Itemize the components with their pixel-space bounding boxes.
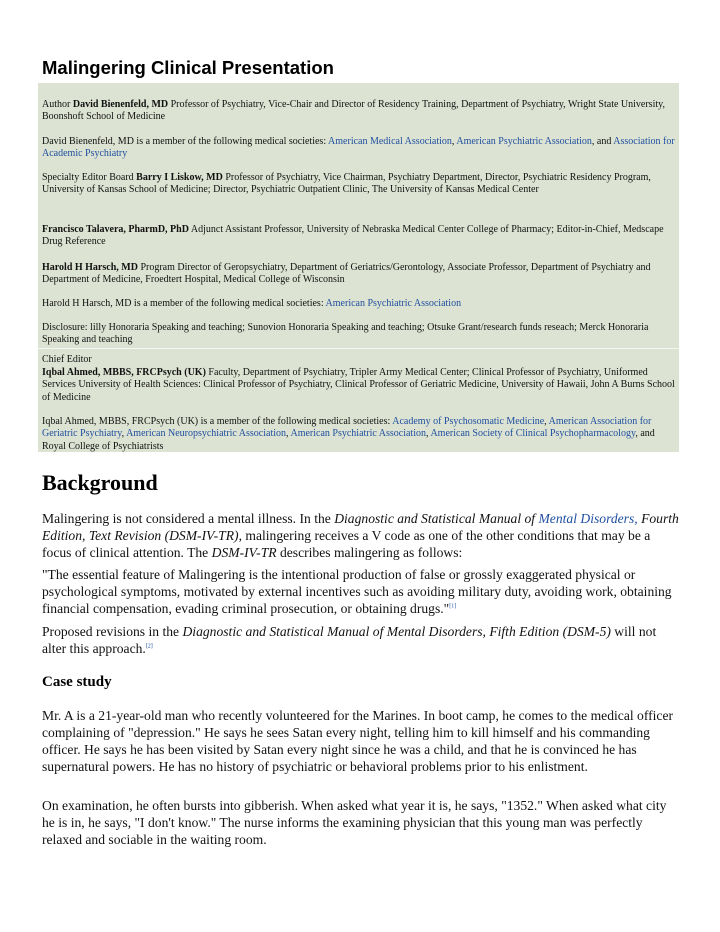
specialty-editor-block [42,172,678,197]
case-study-paragraph-1: Mr. A is a 21-year-old man who recently volunteered for the Marines. In boot camp, he comes to the medical officer complaining of "depression." He says he sees Satan every night, telling him to kill himself and his commanding officer. He says he has been visited by Satan every night since he was a child, and that he is convinced he has supernatural powers. He has no history of psychiatric or behavioral problems prior to his enlistment. [42,708,674,775]
author-memberships: David Bienenfeld, MD is a member of the following medical societies: American Medical Association, American Psychiatric Association, and Association for Academic Psychiatry [42,136,675,160]
society-link-ama[interactable]: American Medical Association [328,136,452,147]
case-study-paragraph-2: On examination, he often bursts into gibberish. When asked what year it is, he says, "1352." When asked what city he is in, he says, "I don't know." The nurse informs the examining physician that this young man was perfectly relaxed and sociable in the waiting room. [42,798,667,848]
chief-editor-name: Iqbal Ahmed, MBBS, FRCPsych (UK) [42,367,206,378]
specialty-editor-name: Barry I Liskow, MD [136,172,223,183]
society-link-apa-ahmed[interactable]: American Psychiatric Association [290,428,426,440]
editor-talavera-description: Adjunct Assistant Professor, University of Nebraska Medical Center College of Pharmacy; Editor-in-Chief, Medscape Drug Reference [42,224,664,248]
specialty-editor-description: Professor of Psychiatry, Vice Chairman, Psychiatry Department, Director, Psychiatric Residency Program, University of Kansas School of Medicine; Director, Psychiatric Outpatient Clinic, The University of Kansas Medical Center [42,172,651,196]
chief-editor-block [42,367,678,404]
editor-harsch-name: Harold H Harsch, MD [42,262,138,273]
editor-harsch-block [42,262,678,287]
page-title: Malingering Clinical Presentation [42,57,334,78]
editor-harsch-memberships: Harold H Harsch, MD is a member of the following medical societies: American Psychiatric Association [42,298,462,309]
society-link-aap[interactable]: Association for Academic Psychiatry [42,136,675,160]
background-heading: Background [42,470,158,495]
section-divider [38,348,679,349]
chief-editor-description: Faculty, Department of Psychiatry, Tripler Army Medical Center; Clinical Professor of Psychiatry, Uniformed Services University of Health Sciences: Clinical Professor of Psychiatry, Clinical Professor of Geriatric Medicine, University of Hawaii, John A Burns School of Medicine [42,367,675,403]
society-link-ana[interactable]: American Neuropsychiatric Association [126,428,287,440]
society-link-apa[interactable]: American Psychiatric Association [456,136,592,147]
reference-link-1[interactable]: [1] [449,603,457,610]
editor-harsch-description: Program Director of Geropsychiatry, Department of Geriatrics/Gerontology, Associate Professor, Department of Psychiatry and Department of Medicine, Froedtert Hospital, Medical College of Wisconsin [42,262,651,286]
editor-talavera-name: Francisco Talavera, PharmD, PhD [42,224,189,235]
background-paragraph-1: Malingering is not considered a mental illness. In the Diagnostic and Statistical Manual of Mental Disorders, Fourth Edition, Text Revision (DSM-IV-TR), malingering receives a V code as one of the other conditions that may be a focus of clinical attention. The DSM-IV-TR describes malingering as follows: [42,511,679,561]
chief-editor-label: Chief Editor [42,354,92,365]
author-label: Author [42,99,73,110]
society-link-apm[interactable]: Academy of Psychosomatic Medicine [392,416,545,427]
reference-link-2[interactable]: [2] [145,643,153,650]
author-description: Professor of Psychiatry, Vice-Chair and Director of Residency Training, Department of Psychiatry, Wright State University, Boonshoft School of Medicine [42,99,665,123]
mental-disorders-link[interactable]: Mental Disorders, [538,511,638,526]
case-study-heading: Case study [42,674,112,690]
background-paragraph-3: Proposed revisions in the Diagnostic and Statistical Manual of Mental Disorders, Fifth Edition (DSM-5) will not alter this approach.[2] [42,624,657,657]
society-link-ascp[interactable]: American Society of Clinical Psychopharmacology [430,428,636,440]
editor-talavera-block [42,224,678,249]
specialty-editor-label: Specialty Editor Board [42,172,137,183]
author-block [42,99,678,124]
author-name: David Bienenfeld, MD [72,99,169,110]
background-paragraph-2: "The essential feature of Malingering is the intentional production of false or grossly exaggerated physical or psychological symptoms, motivated by external incentives such as avoiding military duty, avoiding work, obtaining financial compensation, evading criminal prosecution, or obtaining drugs."[1] [42,567,672,617]
disclosure-text: Disclosure: lilly Honoraria Speaking and teaching; Sunovion Honoraria Speaking and teaching; Otsuke Grant/research funds reseach; Merck Honoraria Speaking and teaching [42,322,649,346]
society-link-apa-harsch[interactable]: American Psychiatric Association [325,298,462,309]
society-link-aagp[interactable]: American Association for Geriatric Psychiatry [42,416,652,440]
chief-editor-memberships: Iqbal Ahmed, MBBS, FRCPsych (UK) is a member of the following medical societies: Academy of Psychosomatic Medicine, American Association for Geriatric Psychiatry, American Neuropsychiatric Association, American Psychiatric Association, American Society of Clinical Psychopharmacology, and Royal College of Psychiatrists [42,416,655,452]
